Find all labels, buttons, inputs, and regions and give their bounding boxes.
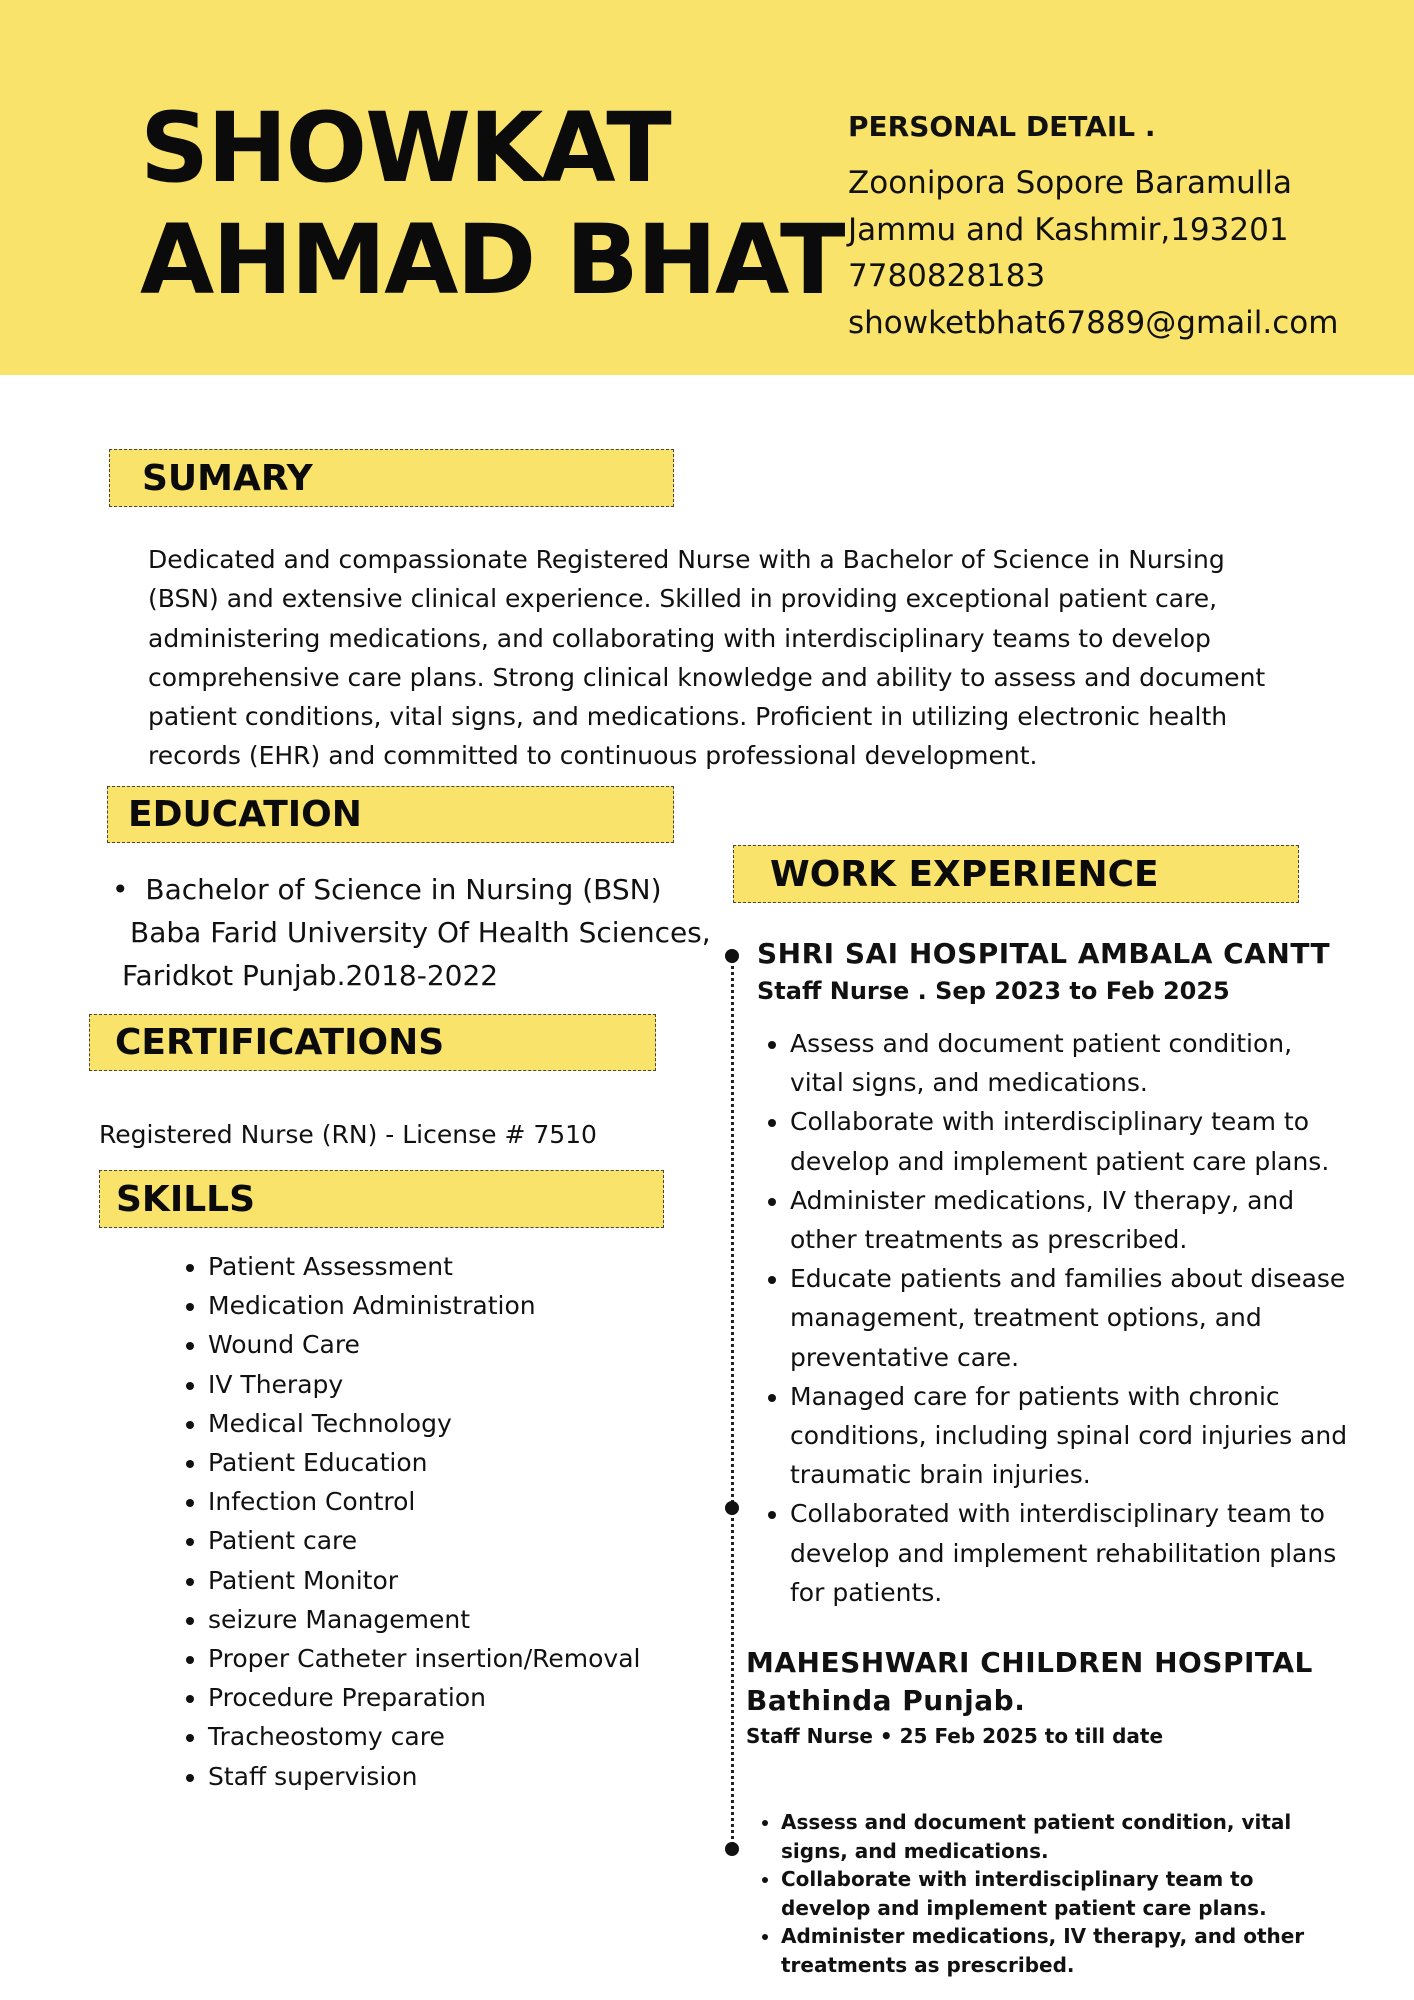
skills-heading-box: [99, 1170, 664, 1228]
timeline-line: [731, 955, 734, 1850]
job-duty: • Collaborate with interdisciplinary team to develop and implement patient care plans.: [781, 1865, 1341, 1922]
job-employer-name: MAHESHWARI CHILDREN HOSPITAL: [746, 1646, 1313, 1679]
education-heading: EDUCATION: [128, 794, 362, 835]
skill-item: • IV Therapy: [208, 1365, 640, 1404]
job-duty: • Collaborated with interdisciplinary team to develop and implement rehabilitation plans for patients.: [790, 1494, 1350, 1612]
skill-item: • Patient Assessment: [208, 1247, 640, 1286]
timeline-dot: [725, 1501, 739, 1515]
skill-item: • Wound Care: [208, 1325, 640, 1364]
work-experience-heading-box: [733, 845, 1299, 903]
job-duty: • Assess and document patient condition, vital signs, and medications.: [790, 1024, 1350, 1102]
job-duties-list: [757, 1808, 1341, 1979]
education-heading-box: [107, 786, 674, 843]
education-entry: [110, 868, 711, 997]
personal-detail-heading: PERSONAL DETAIL .: [848, 110, 1156, 143]
job-duty: • Administer medications, IV therapy, and other treatments as prescribed.: [790, 1181, 1350, 1259]
header-banner: [0, 0, 1414, 375]
skill-item: • seizure Management: [208, 1600, 640, 1639]
job-duties-list: [765, 1024, 1350, 1612]
job-duty: • Assess and document patient condition, vital signs, and medications.: [781, 1808, 1341, 1865]
address-line-1: Zoonipora Sopore Baramulla: [848, 165, 1293, 201]
certifications-heading: CERTIFICATIONS: [115, 1022, 445, 1063]
skill-item: • Patient care: [208, 1521, 640, 1560]
skills-heading: SKILLS: [116, 1178, 256, 1220]
summary-line: administering medications, and collaborating with interdisciplinary teams to develop: [148, 623, 1211, 653]
personal-detail-block: [848, 160, 1338, 346]
skill-item: • Tracheostomy care: [208, 1717, 640, 1756]
name-line-2: AHMAD BHAT: [140, 204, 844, 316]
certifications-heading-box: [89, 1014, 656, 1071]
job-duty: • Administer medications, IV therapy, and other treatments as prescribed.: [781, 1922, 1341, 1979]
summary-line: Dedicated and compassionate Registered Nurse with a Bachelor of Science in Nursing: [148, 545, 1225, 574]
summary-line: patient conditions, vital signs, and medications. Proficient in utilizing electronic health: [148, 702, 1228, 732]
education-degree: Bachelor of Science in Nursing (BSN): [145, 873, 662, 906]
skill-item: • Medical Technology: [208, 1404, 640, 1443]
job-role: Staff Nurse • 25 Feb 2025 to till date: [746, 1724, 1164, 1748]
education-bullet: •: [112, 873, 129, 906]
job-duty: • Managed care for patients with chronic conditions, including spinal cord injuries and traumatic brain injuries.: [790, 1377, 1350, 1495]
summary-heading-box: [109, 449, 674, 507]
skill-item: • Infection Control: [208, 1482, 640, 1521]
name-line-1: SHOWKAT: [140, 92, 670, 204]
summary-line: records (EHR) and committed to continuous professional development.: [148, 741, 1038, 771]
skill-item: • Staff supervision: [208, 1757, 640, 1796]
summary-line: (BSN) and extensive clinical experience. Skilled in providing exceptional patient care,: [148, 584, 1218, 614]
summary-heading: SUMARY: [142, 457, 313, 499]
candidate-name: [140, 92, 843, 316]
education-location: Faridkot Punjab.2018-2022: [122, 959, 499, 992]
work-experience-heading: WORK EXPERIENCE: [770, 853, 1159, 895]
phone-number: 7780828183: [848, 258, 1046, 294]
skill-item: • Medication Administration: [208, 1286, 640, 1325]
email-address: showketbhat67889@gmail.com: [848, 304, 1339, 341]
skill-item: • Proper Catheter insertion/Removal: [208, 1639, 640, 1678]
timeline-dot: [725, 1842, 739, 1856]
job-employer: SHRI SAI HOSPITAL AMBALA CANTT: [757, 937, 1331, 970]
timeline-dot: [725, 949, 739, 963]
skill-item: • Patient Education: [208, 1443, 640, 1482]
address-line-2: Jammu and Kashmir,193201: [848, 211, 1289, 248]
skills-list: [183, 1247, 640, 1796]
skill-item: • Patient Monitor: [208, 1561, 640, 1600]
job-duty: • Educate patients and families about disease management, treatment options, and preventative care.: [790, 1259, 1350, 1377]
job-duty: • Collaborate with interdisciplinary team to develop and implement patient care plans.: [790, 1102, 1350, 1180]
job-employer-location: Bathinda Punjab.: [746, 1684, 1026, 1717]
job-role: Staff Nurse . Sep 2023 to Feb 2025: [757, 977, 1230, 1005]
education-university: Baba Farid University Of Health Sciences,: [130, 916, 711, 949]
certification-item: Registered Nurse (RN) - License # 7510: [99, 1120, 597, 1149]
job-employer: [746, 1644, 1313, 1720]
skill-item: • Procedure Preparation: [208, 1678, 640, 1717]
summary-text: [148, 540, 1265, 776]
summary-line: comprehensive care plans. Strong clinical knowledge and ability to assess and document: [148, 662, 1266, 692]
